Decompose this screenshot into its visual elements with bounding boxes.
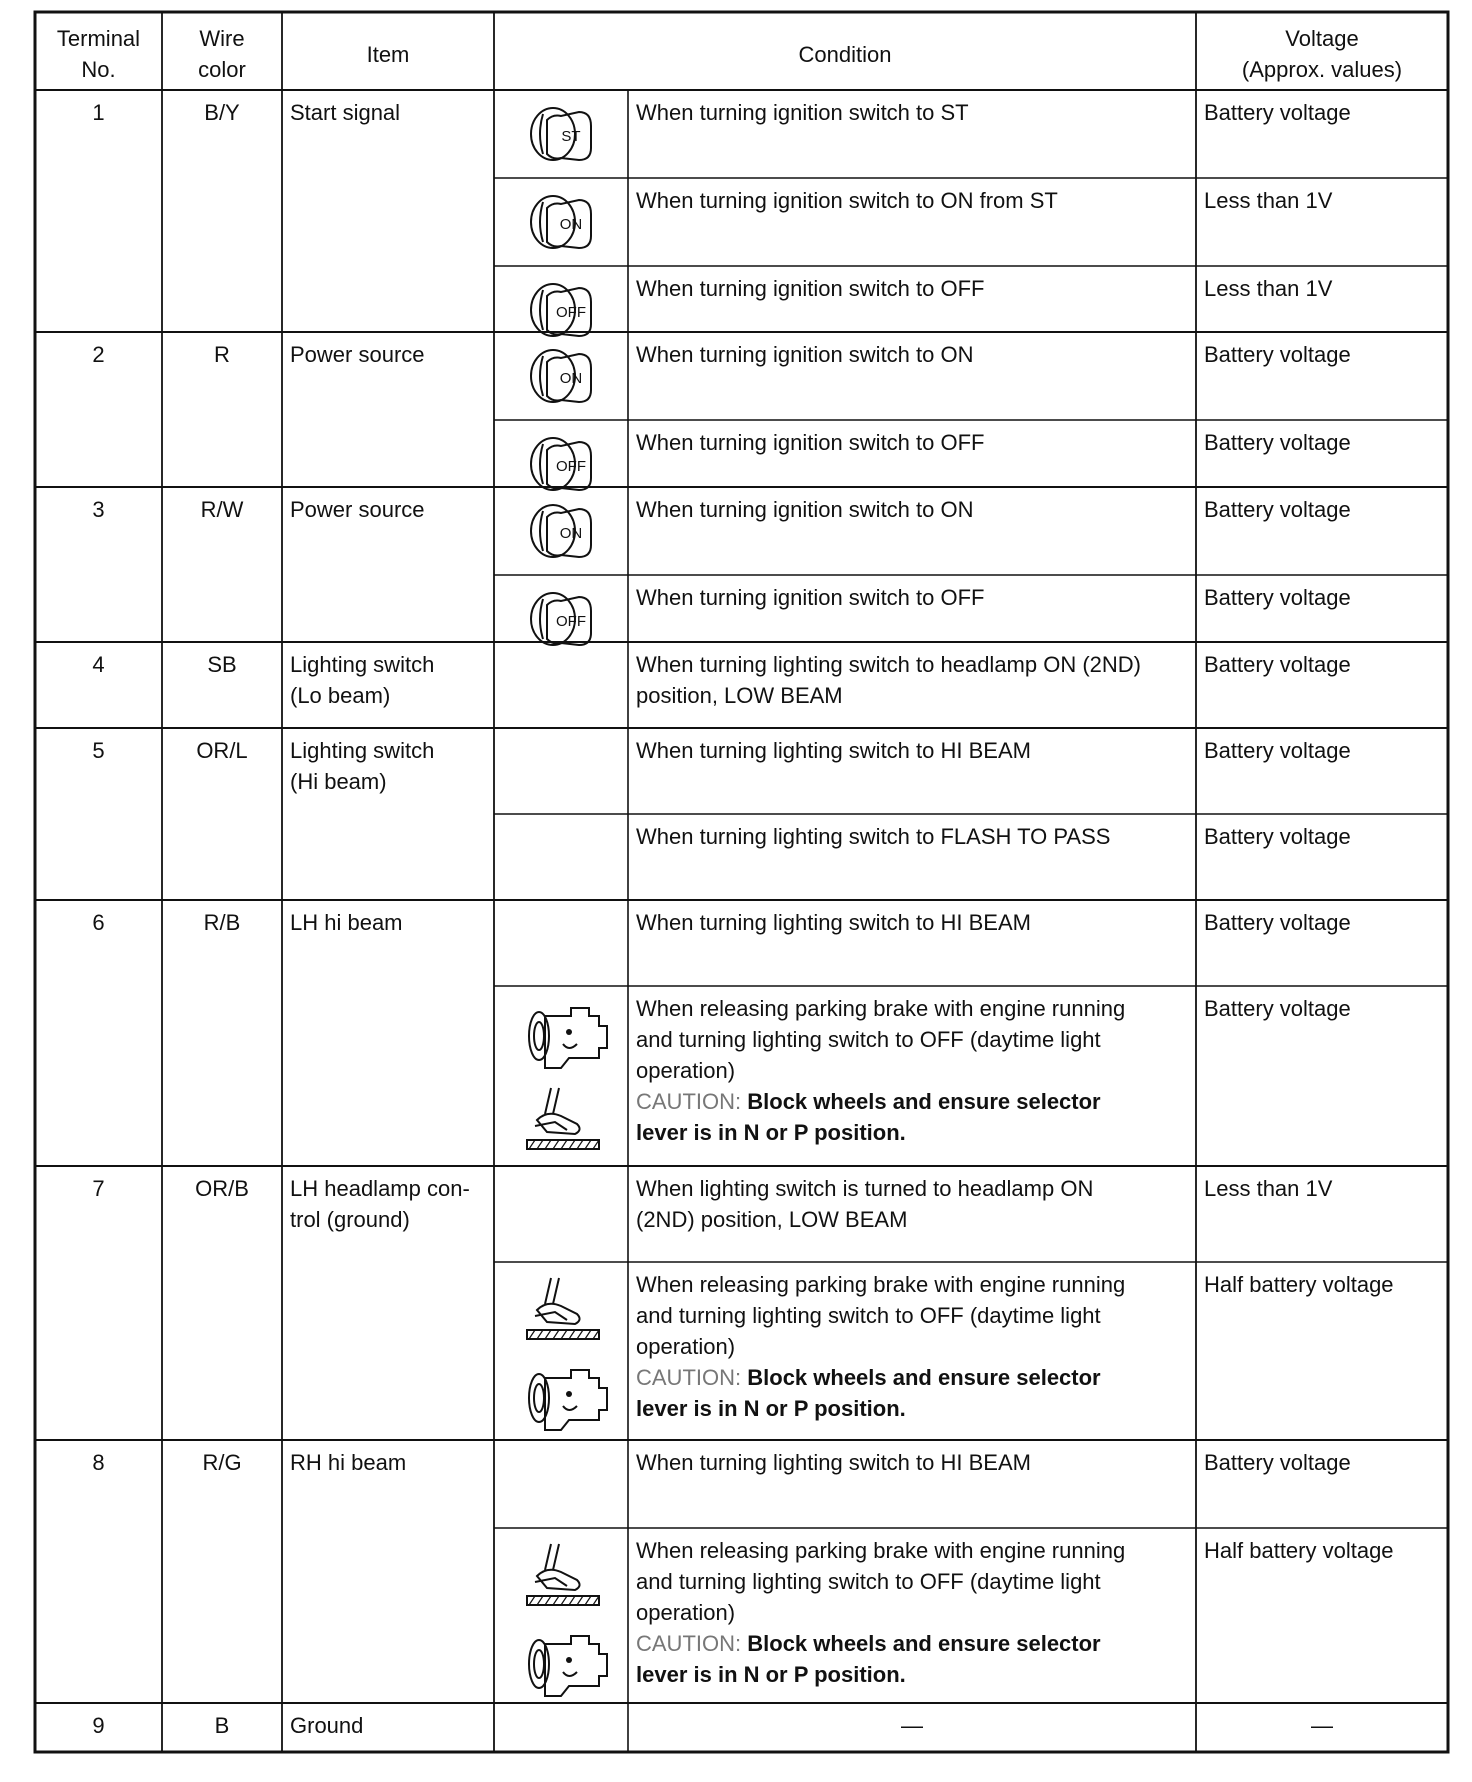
- condition-cell: [531, 342, 1351, 402]
- condition-cell: [531, 430, 1351, 490]
- caution-text: Block wheels and ensure selector: [747, 1631, 1101, 1656]
- condition-text: When turning ignition switch to OFF: [636, 276, 985, 301]
- condition-text: When turning ignition switch to ON: [636, 342, 974, 367]
- header-wire: color: [198, 57, 246, 82]
- voltage-value: Battery voltage: [1204, 430, 1351, 455]
- item-text: (Lo beam): [290, 683, 391, 708]
- condition-text: When turning ignition switch to OFF: [636, 430, 985, 455]
- condition-cell: [636, 1176, 1333, 1232]
- condition-cell: [531, 276, 1333, 336]
- caution-text: lever is in N or P position.: [636, 1396, 906, 1421]
- ignition-key-icon: [531, 284, 591, 336]
- caution-text: lever is in N or P position.: [636, 1120, 906, 1145]
- item-text: Power source: [290, 497, 425, 522]
- voltage-value: —: [1311, 1713, 1333, 1738]
- engine-running-icon: [529, 1370, 607, 1430]
- condition-text: When turning lighting switch to HI BEAM: [636, 910, 1031, 935]
- item-text: (Hi beam): [290, 769, 387, 794]
- condition-text: —: [901, 1713, 923, 1738]
- engine-running-icon: [529, 1008, 607, 1068]
- condition-cell: [527, 1272, 1394, 1430]
- voltage-value: Half battery voltage: [1204, 1538, 1394, 1563]
- item-text: LH hi beam: [290, 910, 403, 935]
- terminal-number: 8: [92, 1450, 105, 1475]
- parking-brake-pedal-icon: [527, 1544, 599, 1605]
- wire-color: R: [214, 342, 230, 367]
- caution-text: Block wheels and ensure selector: [747, 1365, 1101, 1390]
- condition-text: operation): [636, 1600, 736, 1625]
- condition-text: When turning lighting switch to FLASH TO PASS: [636, 824, 1111, 849]
- condition-cell: [531, 585, 1351, 645]
- header-terminal: Terminal: [56, 26, 141, 51]
- condition-text: (2ND) position, LOW BEAM: [636, 1207, 908, 1232]
- caution-label: CAUTION:: [636, 1365, 742, 1390]
- item-text: Lighting switch: [290, 652, 435, 677]
- condition-text: and turning lighting switch to OFF (daytime light: [636, 1303, 1101, 1328]
- voltage-value: Battery voltage: [1204, 585, 1351, 610]
- voltage-value: Less than 1V: [1204, 276, 1333, 301]
- parking-brake-pedal-icon: [527, 1088, 599, 1149]
- condition-text: When turning lighting switch to HI BEAM: [636, 738, 1031, 763]
- condition-text: When releasing parking brake with engine running: [636, 1272, 1126, 1297]
- terminal-number: 9: [92, 1713, 105, 1738]
- item-text: Lighting switch: [290, 738, 435, 763]
- table-row: [35, 100, 1448, 336]
- wire-color: B/Y: [204, 100, 240, 125]
- item-text: RH hi beam: [290, 1450, 407, 1475]
- key-position-label: ON: [559, 216, 583, 233]
- table-header: [57, 26, 1402, 82]
- voltage-value: Battery voltage: [1204, 1450, 1351, 1475]
- voltage-value: Battery voltage: [1204, 996, 1351, 1021]
- key-position-label: ST: [561, 128, 581, 145]
- wire-color: R/W: [200, 497, 244, 522]
- item-text: Start signal: [290, 100, 401, 125]
- condition-text: and turning lighting switch to OFF (daytime light: [636, 1569, 1101, 1594]
- wire-color: SB: [207, 652, 237, 677]
- terminal-number: 3: [92, 497, 105, 522]
- voltage-value: Battery voltage: [1204, 824, 1351, 849]
- condition-text: When releasing parking brake with engine running: [636, 1538, 1126, 1563]
- wire-color: B: [214, 1713, 230, 1738]
- table-row: [35, 910, 1448, 1166]
- table-row: [35, 1450, 1448, 1703]
- condition-text: When turning ignition switch to OFF: [636, 585, 985, 610]
- condition-text: When lighting switch is turned to headlamp ON: [636, 1176, 1094, 1201]
- voltage-value: Battery voltage: [1204, 100, 1351, 125]
- ignition-key-icon: [531, 350, 591, 402]
- caution-label: CAUTION:: [636, 1089, 742, 1114]
- condition-text: When turning ignition switch to ST: [636, 100, 969, 125]
- key-position-label: OFF: [556, 304, 586, 321]
- wire-color: R/B: [203, 910, 241, 935]
- header-wire: Wire: [199, 26, 245, 51]
- key-position-label: ON: [559, 370, 583, 387]
- table-row: [35, 652, 1448, 728]
- item-text: LH headlamp con-: [290, 1176, 470, 1201]
- voltage-value: Battery voltage: [1204, 738, 1351, 763]
- condition-cell: [901, 1713, 1333, 1738]
- table-row: [35, 342, 1448, 490]
- table-row: [35, 497, 1448, 645]
- table-row: [35, 1176, 1448, 1440]
- condition-cell: [531, 497, 1351, 557]
- table-grid: [35, 12, 1448, 1752]
- wire-color: OR/B: [195, 1176, 249, 1201]
- header-condition: Condition: [798, 42, 892, 67]
- item-text: Ground: [290, 1713, 364, 1738]
- voltage-value: Battery voltage: [1204, 910, 1351, 935]
- condition-cell: [636, 738, 1351, 763]
- condition-text: When turning lighting switch to HI BEAM: [636, 1450, 1031, 1475]
- table-row: [35, 738, 1448, 900]
- condition-text: operation): [636, 1058, 736, 1083]
- voltage-value: Half battery voltage: [1204, 1272, 1394, 1297]
- caution-label: CAUTION:: [636, 1631, 742, 1656]
- ignition-key-icon: [531, 593, 591, 645]
- condition-cell: [636, 652, 1351, 708]
- condition-cell: [527, 1538, 1394, 1696]
- table-row: [92, 1713, 1333, 1738]
- voltage-value: Less than 1V: [1204, 188, 1333, 213]
- header-item: Item: [366, 42, 410, 67]
- condition-cell: [531, 100, 1351, 160]
- condition-text: position, LOW BEAM: [636, 683, 843, 708]
- voltage-value: Battery voltage: [1204, 497, 1351, 522]
- condition-text: and turning lighting switch to OFF (daytime light: [636, 1027, 1101, 1052]
- wire-color: R/G: [202, 1450, 242, 1475]
- caution-note: [636, 1631, 1101, 1656]
- terminal-number: 7: [92, 1176, 105, 1201]
- condition-text: When turning ignition switch to ON: [636, 497, 974, 522]
- key-position-label: OFF: [556, 613, 586, 630]
- condition-cell: [527, 996, 1351, 1149]
- caution-note: [636, 1365, 1101, 1390]
- parking-brake-pedal-icon: [527, 1278, 599, 1339]
- caution-text: lever is in N or P position.: [636, 1662, 906, 1687]
- item-text: trol (ground): [290, 1207, 410, 1232]
- item-text: Power source: [290, 342, 425, 367]
- condition-cell: [531, 188, 1333, 248]
- ignition-key-icon: [531, 196, 591, 248]
- voltage-value: Battery voltage: [1204, 652, 1351, 677]
- ignition-key-icon: [531, 505, 591, 557]
- condition-text: When turning ignition switch to ON from ST: [636, 188, 1058, 213]
- terminal-number: 2: [92, 342, 105, 367]
- terminal-number: 4: [92, 652, 105, 677]
- terminal-number: 5: [92, 738, 105, 763]
- ignition-key-icon: [531, 438, 591, 490]
- condition-text: operation): [636, 1334, 736, 1359]
- header-voltage: Voltage: [1285, 26, 1359, 51]
- header-terminal: No.: [81, 57, 116, 82]
- terminal-number: 6: [92, 910, 105, 935]
- terminal-number: 1: [92, 100, 105, 125]
- condition-cell: [636, 824, 1351, 849]
- voltage-value: Battery voltage: [1204, 342, 1351, 367]
- caution-text: Block wheels and ensure selector: [747, 1089, 1101, 1114]
- ignition-key-icon: [531, 108, 591, 160]
- key-position-label: ON: [559, 525, 583, 542]
- wire-color: OR/L: [196, 738, 248, 763]
- condition-text: When turning lighting switch to headlamp ON (2ND): [636, 652, 1142, 677]
- condition-cell: [636, 910, 1351, 935]
- header-voltage: (Approx. values): [1241, 57, 1403, 82]
- condition-text: When releasing parking brake with engine running: [636, 996, 1126, 1021]
- caution-note: [636, 1089, 1101, 1114]
- voltage-value: Less than 1V: [1204, 1176, 1333, 1201]
- engine-running-icon: [529, 1636, 607, 1696]
- condition-cell: [636, 1450, 1351, 1475]
- key-position-label: OFF: [556, 458, 586, 475]
